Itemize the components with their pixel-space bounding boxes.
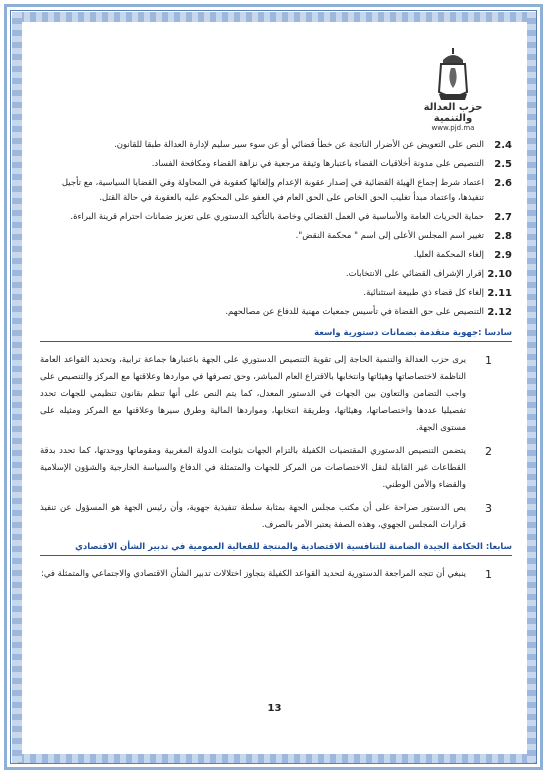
list-item: 3 يص الدستور صراحة على أن مكتب مجلس الجهة بمثابة سلطة تنفيذية جهوية، وأن رئيس الجهة هو المسؤول عن تنفيذ قرارات المجلس الجهوي، وهذه الصفة يعتبر الآمر بالصرف. xyxy=(40,502,492,530)
party-url: www.pjd.ma xyxy=(431,124,475,132)
party-name: حزب العدالة والتنمية xyxy=(423,102,483,124)
list-item: 2.6 اعتماد شرط إجماع الهيئة القضائية في إصدار عقوبة الإعدام وإلغائها كعقوبة في المحاولة وفي القضايا السياسية، مع تأجيل تنفيذها، واعتماد مبدأ تغليب الحق الخاص على الحق العام في العفو على المحكوم عليه بالعقوبة في حالة القتل. xyxy=(61,178,512,203)
list-item: 2.4 النص على التعويض عن الأضرار الناتجة عن خطأ قضائي أو عن سوء سير سليم لإدارة العدالة طبقا للقانون. xyxy=(114,140,512,151)
list-item: 2 يتضمن التنصيص الدستوري المقتضيات الكفيلة بالتزام الجهات بثوابت الدولة المغربية ومقوماتها ووحدتها، كما تحدد بدقة القطاعات غير القابلة لنقل الاختصاصات من المركز للجهات والمتمثلة في الدفاع والسياسة الخارجية والشؤون الإسلامية والقضاء والأمن الوطني. xyxy=(40,445,492,490)
section-heading: سادسا :جهوية متقدمة بضمانات دستورية واسعة xyxy=(40,328,512,342)
section-heading: سابعا: الحكامة الجيدة الضامنة للتنافسية الاقتصادية والمنتجة للفعالية العمومية في تدبير الشأن الاقتصادي xyxy=(40,542,512,556)
list-item: 1 ينبغي أن تتجه المراجعة الدستورية لتحديد القواعد الكفيلة بتجاوز اختلالات تدبير الشأن الاقتصادي والاجتماعي والمتمثلة في: xyxy=(40,568,492,581)
page-number: 13 xyxy=(267,703,282,714)
list-item: 2.5 التنصيص على مدونة أخلاقيات القضاء باعتبارها وثيقة مرجعية في نزاهة القضاء ومكافحة الفساد. xyxy=(151,159,512,170)
list-item: 2.9 إلغاء المحكمة العليا. xyxy=(413,250,512,261)
list-item: 2.10 إقرار الإشراف القضائي على الانتخابات. xyxy=(345,269,512,280)
lantern-icon xyxy=(433,46,473,104)
list-item: 2.11 إلغاء كل قضاء ذي طبيعة استثنائية. xyxy=(363,288,512,299)
page-content xyxy=(40,138,512,589)
list-item: 2.8 تغيير اسم المجلس الأعلى إلى اسم " محكمة النقض". xyxy=(295,231,512,242)
list-item: 2.12 التنصيص على حق القضاة في تأسيس جمعيات مهنية للدفاع عن مصالحهم. xyxy=(225,307,512,318)
list-item: 2.7 حماية الحريات العامة والأساسية في العمل القضائي وخاصة بالتأكيد الدستوري على تعزيز ضمانات احترام قرينة البراءة. xyxy=(70,212,512,223)
list-item: 1 يرى حزب العدالة والتنمية الحاجة إلى تقوية التنصيص الدستوري على الجهة باعتبارها جماعة ترابية، وتحديد القواعد العامة الناظمة لاختصاصاتها وهيئاتها وانتخابها بالاقتراع العام المباشر، وحق تصرفها في مواردها وعلاقتها مع المركز والتنصيص على واجب التضامن والتعاون بين الجهات في الدستور المعدل، كما يتم النص على أنها تنظم بقانون تنظيمي للجهات تحدد تفصيليا عددها واختصاصاتها، وهيئاتها، وطريقة انتخابها، ومواردها المالية وطرق سيرها وعلاقتها مع المركز ومثيله على مستوى الجهة. xyxy=(40,354,492,433)
party-logo xyxy=(408,46,498,136)
